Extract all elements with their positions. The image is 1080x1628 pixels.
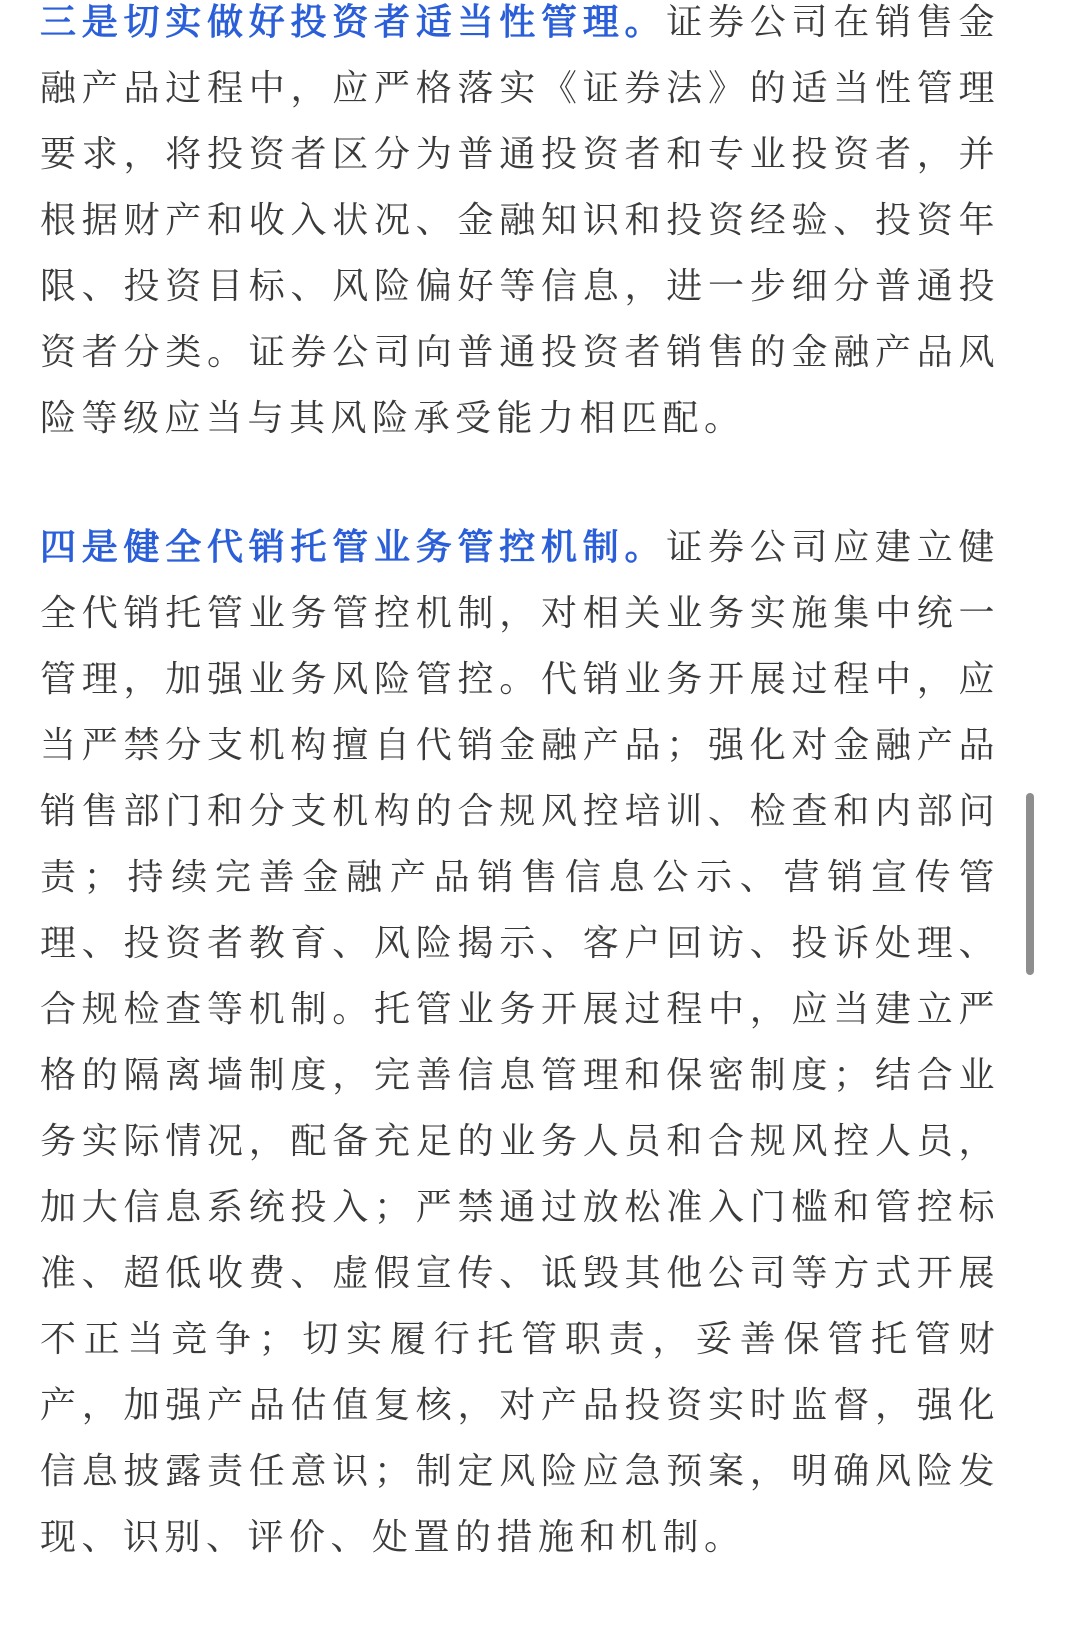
paragraph-investor-suitability [40, 0, 1000, 452]
paragraph-heading: 四是健全代销托管业务管控机制。 [40, 527, 667, 568]
paragraph-custody-control [40, 515, 1000, 1571]
paragraph-body: 证券公司在销售金融产品过程中，应严格落实《证券法》的适当性管理要求，将投资者区分为普通投资者和专业投资者，并根据财产和收入状况、金融知识和投资经验、投资年限、投资目标、风险偏好等信息，进一步细分普通投资者分类。证券公司向普通投资者销售的金融产品风险等级应当与其风险承受能力相匹配。 [40, 2, 1000, 439]
paragraph-body: 证券公司应建立健全代销托管业务管控机制，对相关业务实施集中统一管理，加强业务风险管控。代销业务开展过程中，应当严禁分支机构擅自代销金融产品；强化对金融产品销售部门和分支机构的合规风控培训、检查和内部问责；持续完善金融产品销售信息公示、营销宣传管理、投资者教育、风险揭示、客户回访、投诉处理、合规检查等机制。托管业务开展过程中，应当建立严格的隔离墙制度，完善信息管理和保密制度；结合业务实际情况，配备充足的业务人员和合规风控人员，加大信息系统投入；严禁通过放松准入门槛和管控标准、超低收费、虚假宣传、诋毁其他公司等方式开展不正当竞争；切实履行托管职责，妥善保管托管财产，加强产品估值复核，对产品投资实时监督，强化信息披露责任意识；制定风险应急预案，明确风险发现、识别、评价、处置的措施和机制。 [40, 527, 1000, 1558]
vertical-scrollbar[interactable] [1026, 793, 1034, 975]
paragraph-heading: 三是切实做好投资者适当性管理。 [40, 2, 667, 43]
